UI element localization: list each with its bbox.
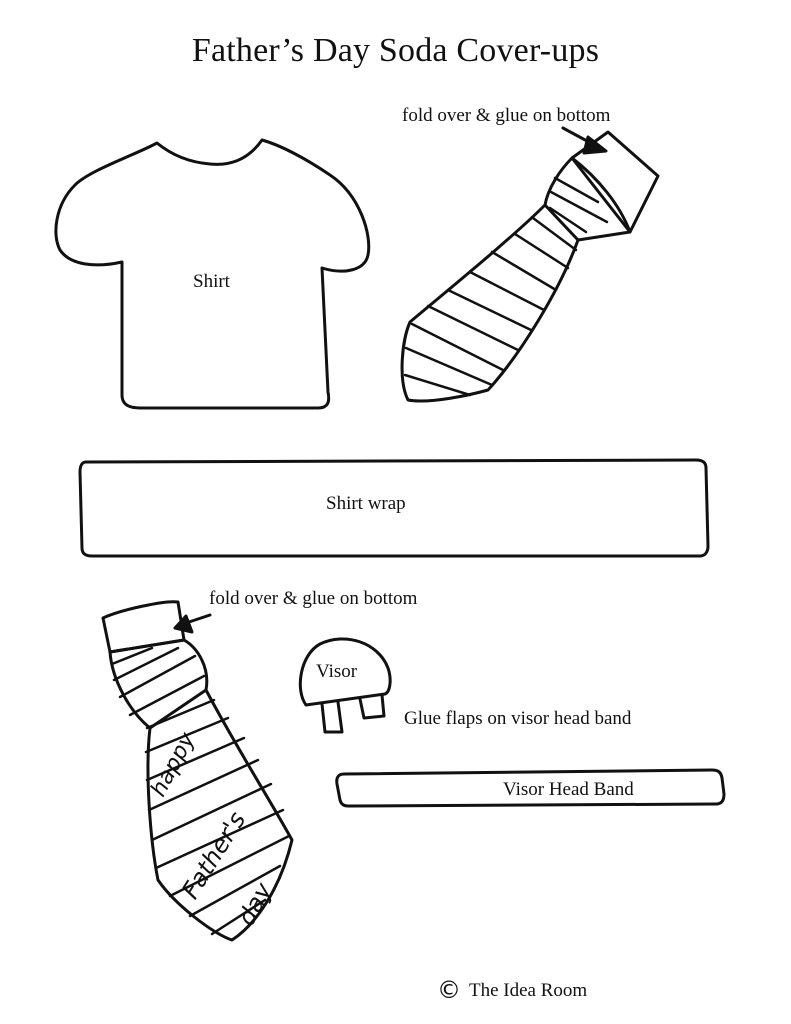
- visor-outline: [300, 639, 390, 732]
- fold-note-bottom: fold over & glue on bottom: [209, 588, 418, 609]
- striped-tie-top: [402, 128, 658, 401]
- handwriting-happy: happy: [146, 728, 201, 801]
- visor-label: Visor: [316, 661, 358, 682]
- copyright-icon: ©: [437, 976, 461, 1004]
- glue-flaps-note: Glue flaps on visor head band: [404, 708, 632, 729]
- fold-note-top: fold over & glue on bottom: [402, 105, 611, 126]
- shirt-wrap-label: Shirt wrap: [326, 493, 406, 514]
- visor-band-label: Visor Head Band: [503, 779, 634, 800]
- handwriting-fathers: Father's: [176, 806, 252, 904]
- shirt-label: Shirt: [193, 271, 230, 292]
- credit-line: [437, 978, 587, 1002]
- handwriting-day: day: [232, 878, 278, 931]
- credit-text: The Idea Room: [469, 979, 588, 1001]
- page-title: Father’s Day Soda Cover-ups: [191, 32, 600, 69]
